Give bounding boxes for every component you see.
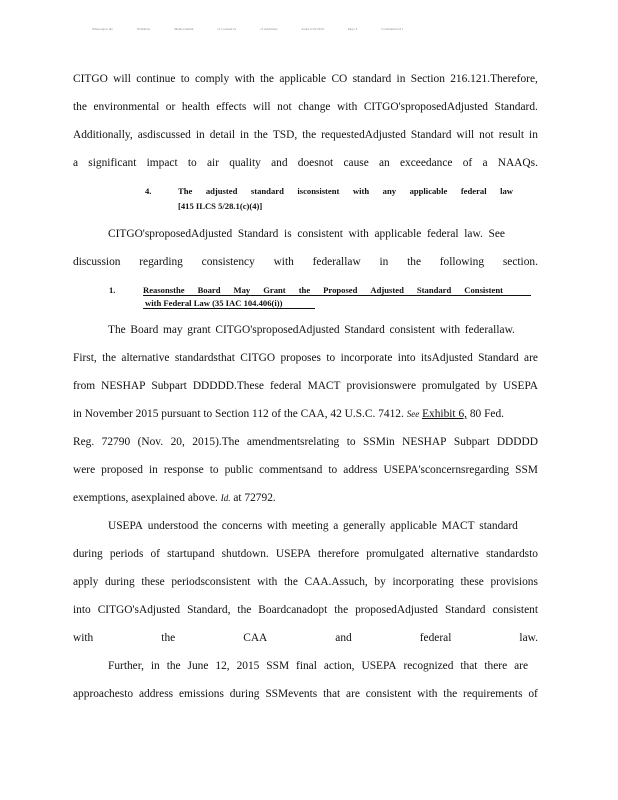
word: standardsto <box>486 548 538 560</box>
text-segment: 80 Fed. <box>469 408 505 420</box>
word: USEPA <box>108 520 144 532</box>
word: law. <box>519 632 538 644</box>
signal-see: See <box>406 409 420 419</box>
word: result <box>498 129 525 141</box>
word: proposes <box>280 352 321 364</box>
word: consistency <box>201 256 255 268</box>
text-line <box>108 323 515 337</box>
word: the <box>283 576 298 588</box>
word: the <box>260 73 274 85</box>
header-item: Withdraw <box>137 27 151 31</box>
word: continue <box>136 73 176 85</box>
word: of <box>462 157 473 169</box>
word: Adjusted <box>370 285 404 295</box>
word: that <box>323 688 341 700</box>
text-line <box>73 351 538 365</box>
word: 20, <box>170 436 185 448</box>
word: discussion <box>73 256 121 268</box>
word: an <box>378 157 390 169</box>
word: in <box>529 129 538 141</box>
word: these <box>460 576 484 588</box>
word: proposedAdjusted <box>355 604 438 616</box>
word: with <box>273 256 294 268</box>
word: The <box>108 324 126 336</box>
word: grant <box>187 324 211 336</box>
word: federal <box>269 380 302 392</box>
word: USEPA <box>275 548 311 560</box>
word: Further, <box>108 660 144 672</box>
word: the <box>73 101 87 113</box>
word: action, <box>323 660 355 672</box>
word: CITGO'sproposedAdjusted <box>215 324 340 336</box>
word: incorporate <box>340 352 393 364</box>
word: provisions <box>490 576 538 588</box>
word: with <box>417 688 438 700</box>
word: that <box>460 660 478 672</box>
word: Subpart <box>453 436 490 448</box>
text-line <box>73 435 538 449</box>
word: effects <box>216 101 247 113</box>
word: Standard <box>416 285 452 295</box>
word: the <box>298 285 311 295</box>
header-item: Confidential 01 <box>381 27 404 31</box>
word: MACT <box>441 520 475 532</box>
word: address <box>138 688 174 700</box>
header-item: of Additions <box>260 27 278 31</box>
word: commentsand <box>259 464 323 476</box>
text-line <box>73 463 538 477</box>
text-line <box>108 227 505 241</box>
word: itsAdjusted <box>420 352 473 364</box>
section-citation: with Federal Law (35 IAC 104.406(i)) <box>145 298 283 308</box>
word: Consistent <box>464 285 503 295</box>
text-line <box>73 575 538 589</box>
word: CITGO'sAdjusted <box>97 604 181 616</box>
word: DDDDD.These <box>192 380 264 392</box>
word: to <box>180 73 190 85</box>
word: to <box>328 464 338 476</box>
word: section. <box>502 256 538 268</box>
word: generally <box>343 520 386 532</box>
word: Board <box>130 324 159 336</box>
word: meeting <box>291 520 329 532</box>
word: May <box>233 285 251 295</box>
word: quality <box>229 157 261 169</box>
word: will <box>113 73 131 85</box>
word: First, <box>73 352 97 364</box>
word: there <box>484 660 508 672</box>
word: cause <box>343 157 369 169</box>
word: law <box>500 186 513 196</box>
word: and <box>335 632 352 644</box>
word: SSMin <box>363 436 395 448</box>
word: SSMevents <box>265 688 318 700</box>
word: Reasonsthe <box>143 285 185 295</box>
header-item: of Counsel in <box>217 27 237 31</box>
word: into <box>397 352 416 364</box>
word: incorporating <box>392 576 454 588</box>
word: MACT <box>307 380 341 392</box>
word: impact <box>146 157 178 169</box>
text-line <box>73 128 538 142</box>
word: federallaw <box>312 256 361 268</box>
word: Additionally, <box>73 129 133 141</box>
word: 72790 <box>101 436 131 448</box>
word: regarding <box>139 256 183 268</box>
word: See <box>488 228 505 240</box>
word: SSM <box>515 464 538 476</box>
word: during <box>73 548 103 560</box>
word: NAAQs. <box>497 157 538 169</box>
text-segment: at 72792. <box>233 492 276 504</box>
word: with <box>337 101 358 113</box>
word: Boardcanadopt <box>258 604 328 616</box>
text-line <box>73 379 538 393</box>
word: the <box>253 129 268 141</box>
word: with <box>234 73 255 85</box>
word: Subpart <box>151 380 187 392</box>
word: with <box>439 324 461 336</box>
page-header <box>92 27 512 31</box>
text-line <box>73 687 538 701</box>
text-line-with-citation <box>73 491 538 505</box>
word: by <box>485 380 497 392</box>
word: apply <box>73 576 99 588</box>
word: environmental <box>93 101 160 113</box>
word: periods <box>109 548 144 560</box>
word: from <box>73 380 96 392</box>
text-line <box>73 100 538 114</box>
word: significant <box>88 157 137 169</box>
text-line <box>73 603 538 617</box>
word: exceedance <box>399 157 453 169</box>
word: Standard <box>478 352 519 364</box>
word: amendmentsrelating <box>246 436 340 448</box>
word: 216.121.Therefore, <box>450 73 538 85</box>
word: public <box>224 464 254 476</box>
word: USEPA'sconcernsregarding <box>383 464 510 476</box>
word: proposed <box>101 464 143 476</box>
word: Standard <box>410 129 452 141</box>
word: Grant <box>263 285 286 295</box>
word: Section <box>410 73 445 85</box>
word: promulgated <box>422 380 480 392</box>
word: are <box>524 352 538 364</box>
section-heading <box>178 186 513 197</box>
word: the <box>302 129 317 141</box>
word: standard <box>479 520 518 532</box>
word: the <box>161 632 176 644</box>
word: USEPA <box>361 660 397 672</box>
word: 2015).The <box>192 436 240 448</box>
word: The <box>178 186 193 196</box>
header-item: Whereupon the <box>92 27 114 31</box>
word: the <box>407 256 421 268</box>
word: Standard <box>237 228 279 240</box>
word: of <box>528 688 538 700</box>
word: in <box>195 129 205 141</box>
section-citation: [415 ILCS 5/28.1(c)(4)] <box>178 201 263 211</box>
text-line-with-citation <box>73 407 538 421</box>
heading-underline <box>143 295 531 296</box>
text-line <box>73 156 538 170</box>
word: in <box>396 73 406 85</box>
word: are <box>346 688 360 700</box>
word: consistent <box>297 228 343 240</box>
word: consistent <box>389 324 436 336</box>
word: federallaw. <box>464 324 515 336</box>
word: approachesto <box>73 688 134 700</box>
header-item: dated 2/16/2016 <box>301 27 325 31</box>
word: concerns <box>221 520 263 532</box>
heading-underline <box>143 308 315 309</box>
word: CITGO'sproposedAdjusted <box>363 101 489 113</box>
text-line <box>73 631 538 645</box>
word: understood <box>147 520 199 532</box>
word: provisionswere <box>346 380 417 392</box>
word: requestedAdjusted <box>321 129 406 141</box>
word: law. <box>464 228 483 240</box>
word: to <box>326 352 336 364</box>
word: any <box>382 186 397 196</box>
text-line <box>73 255 538 269</box>
section-number: 4. <box>145 186 152 196</box>
word: CAA <box>243 632 268 644</box>
word: Standard <box>444 604 486 616</box>
word: applicable <box>390 520 437 532</box>
word: (Nov. <box>137 436 164 448</box>
word: adjusted <box>205 186 238 196</box>
word: by <box>374 576 386 588</box>
word: isconsistent <box>297 186 340 196</box>
word: federal <box>419 632 452 644</box>
word: into <box>73 604 91 616</box>
word: with <box>266 520 288 532</box>
word: the <box>237 604 252 616</box>
text-line <box>108 659 528 673</box>
word: TSD, <box>272 129 298 141</box>
word: may <box>162 324 183 336</box>
word: standard <box>250 186 284 196</box>
word: with <box>73 632 94 644</box>
word: a <box>333 520 339 532</box>
word: therefore <box>318 548 360 560</box>
word: periodsconsistent <box>171 576 251 588</box>
word: will <box>252 101 271 113</box>
text-line <box>108 519 518 533</box>
text-segment: in November 2015 pursuant to Section 112 of the CAA, 42 U.S.C. 7412. <box>73 408 404 420</box>
word: final <box>296 660 317 672</box>
word: doesnot <box>297 157 334 169</box>
word: applicable <box>374 228 422 240</box>
word: applicable <box>279 73 327 85</box>
word: were <box>73 464 96 476</box>
word: in <box>150 660 160 672</box>
header-item: Memorandum <box>174 27 194 31</box>
word: the <box>443 688 458 700</box>
word: standard <box>352 73 392 85</box>
word: comply <box>194 73 230 85</box>
word: the <box>166 660 181 672</box>
word: with <box>257 576 278 588</box>
word: to <box>187 157 197 169</box>
word: asdiscussed <box>137 129 191 141</box>
word: SSM <box>266 660 290 672</box>
word: the <box>102 352 117 364</box>
word: promulgated <box>366 548 424 560</box>
word: will <box>456 129 475 141</box>
word: these <box>141 576 165 588</box>
word: change <box>298 101 331 113</box>
word: CO <box>331 73 348 85</box>
word: consistent <box>365 688 412 700</box>
word: Reg. <box>73 436 95 448</box>
word: health <box>181 101 210 113</box>
word: startupand <box>167 548 215 560</box>
word: are <box>514 660 528 672</box>
word: federal <box>426 228 459 240</box>
word: federal <box>460 186 487 196</box>
exhibit-link[interactable]: Exhibit 6, <box>422 408 467 420</box>
word: applicable <box>409 186 448 196</box>
word: in <box>240 129 249 141</box>
word: the <box>203 520 217 532</box>
word: is <box>284 228 292 240</box>
word: CITGO'sproposedAdjusted <box>108 228 233 240</box>
word: detail <box>209 129 236 141</box>
text-segment: exemptions, asexplained above. <box>73 492 218 504</box>
word: CITGO <box>240 352 276 364</box>
word: emissions <box>178 688 224 700</box>
word: with <box>352 186 370 196</box>
word: requirements <box>463 688 523 700</box>
word: not <box>479 129 494 141</box>
word: NESHAP <box>101 380 146 392</box>
word: CITGO <box>73 73 108 85</box>
word: or <box>165 101 176 113</box>
word: during <box>104 576 135 588</box>
word: June <box>187 660 209 672</box>
word: alternative <box>430 548 479 560</box>
word: NESHAP <box>402 436 447 448</box>
word: recognized <box>403 660 454 672</box>
word: 12, <box>215 660 230 672</box>
text-line <box>73 72 538 86</box>
word: a <box>482 157 488 169</box>
word: Standard. <box>494 101 538 113</box>
section-number: 1. <box>109 285 116 295</box>
text-line <box>73 547 538 561</box>
word: during <box>229 688 260 700</box>
word: Standard <box>344 324 385 336</box>
word: alternative <box>121 352 170 364</box>
word: to <box>209 464 219 476</box>
word: DDDDD <box>496 436 538 448</box>
word: to <box>346 436 356 448</box>
word: Standard, <box>187 604 231 616</box>
word: Proposed <box>323 285 358 295</box>
word: the <box>334 604 349 616</box>
word: shutdown. <box>221 548 269 560</box>
word: and <box>271 157 288 169</box>
word: response <box>163 464 204 476</box>
word: in <box>379 256 389 268</box>
word: USEPA <box>502 380 538 392</box>
word: of <box>150 548 160 560</box>
word: address <box>343 464 378 476</box>
word: CAA.Assuch, <box>304 576 368 588</box>
word: in <box>148 464 158 476</box>
word: standardsthat <box>174 352 235 364</box>
word: not <box>277 101 292 113</box>
word: 2015 <box>236 660 260 672</box>
word: following <box>439 256 485 268</box>
word: consistent <box>492 604 538 616</box>
word: Board <box>197 285 221 295</box>
header-item: Page 3 <box>348 27 358 31</box>
word: air <box>206 157 219 169</box>
word: a <box>73 157 79 169</box>
signal-id: Id. <box>220 493 231 503</box>
word: with <box>348 228 369 240</box>
